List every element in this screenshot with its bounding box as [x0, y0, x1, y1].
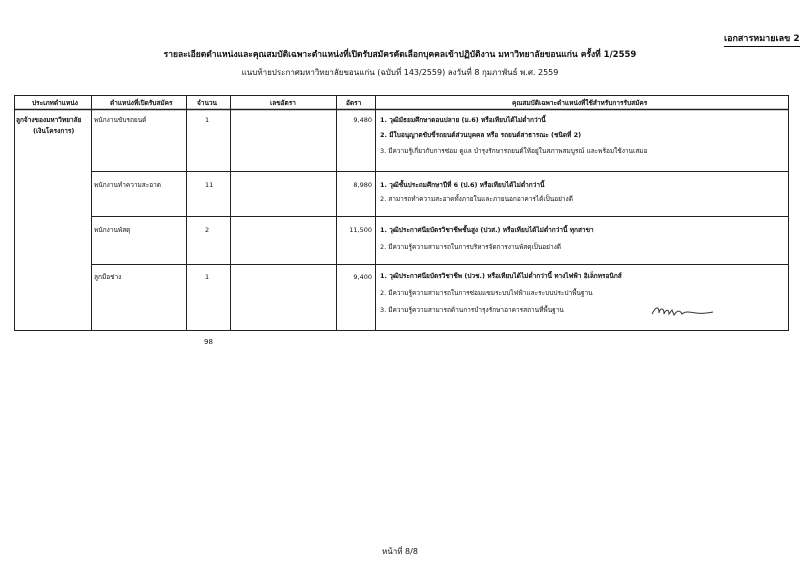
table-row-position: พนักงานพัสดุ: [94, 226, 131, 234]
qualification-item: 2. มีความรู้ความสามารถในการซ่อมแซมระบบไฟฟ้าและระบบประปาพื้นฐาน: [380, 289, 593, 297]
qualification-item: 1. วุฒิประกาศนียบัตรวิชาชีพชั้นสูง (ปวส.) หรือเทียบได้ไม่ต่ำกว่านี้ ทุกสาขา: [380, 226, 594, 234]
qualification-item: 2. สามารถทำความสะอาดทั้งภายในและภายนอกอาคารได้เป็นอย่างดี: [380, 195, 573, 203]
table-row-salary: 9,400: [353, 273, 372, 281]
qualification-item: 1. วุฒิประกาศนียบัตรวิชาชีพ (ปวช.) หรือเทียบได้ไม่ต่ำกว่านี้ ทางไฟฟ้า อิเล็กทรอนิกส์: [380, 272, 622, 280]
table-row-position: พนักงานทำความสะอาด: [94, 181, 162, 189]
header-position: ตำแหน่งที่เปิดรับสมัคร: [110, 99, 173, 107]
qualification-item: 1. วุฒิชั้นประถมศึกษาปีที่ 6 (ป.6) หรือเทียบได้ไม่ต่ำกว่านี้: [380, 181, 545, 189]
header-qualifications: คุณสมบัติเฉพาะตำแหน่งที่ใช้สำหรับการรับสมัคร: [512, 99, 648, 107]
table-row-position: ลูกมือช่าง: [94, 273, 122, 281]
table-row-count: 1: [205, 273, 210, 281]
qualification-item: 2. มีความรู้ความสามารถในการบริหารจัดการงานพัสดุเป็นอย่างดี: [380, 243, 562, 251]
table-row-position: พนักงานขับรถยนต์: [94, 116, 147, 124]
header-salary: อัตรา: [346, 99, 362, 107]
table-row-count: 1: [205, 116, 210, 124]
document-subtitle: แนบท้ายประกาศมหาวิทยาลัยขอนแก่น (ฉบับที่ 143/2559) ลงวันที่ 8 กุมภาพันธ์ พ.ศ. 2559: [241, 68, 559, 77]
header-count: จำนวน: [197, 99, 217, 107]
table-row-salary: 9,480: [353, 116, 372, 124]
table-row-count: 11: [205, 181, 214, 189]
header-rate-number: เลขอัตรา: [270, 99, 296, 107]
qualification-item: 3. มีความรู้ความสามารถด้านการบำรุงรักษาอาคารสถานที่พื้นฐาน: [380, 306, 564, 314]
header-type: ประเภทตำแหน่ง: [32, 99, 78, 107]
table-row-salary: 8,980: [353, 181, 372, 189]
qualification-item: 2. มีใบอนุญาตขับขี่รถยนต์ส่วนบุคคล หรือ รถยนต์สาธารณะ (ชนิดที่ 2): [380, 131, 582, 139]
qualification-item: 1. วุฒิมัธยมศึกษาตอนปลาย (ม.6) หรือเทียบได้ไม่ต่ำกว่านี้: [380, 116, 546, 124]
side-number: 98: [204, 338, 213, 346]
employee-type-label: ลูกจ้างของมหาวิทยาลัย: [16, 116, 82, 124]
document-title: รายละเอียดตำแหน่งและคุณสมบัติเฉพาะตำแหน่งที่เปิดรับสมัครคัดเลือกบุคคลเข้าปฏิบัติงาน มหาวิทยาลัยขอนแก่น ครั้งที่ 1/2559: [163, 50, 637, 60]
qualification-item: 3. มีความรู้เกี่ยวกับการซ่อม ดูแล บำรุงรักษารถยนต์ให้อยู่ในสภาพสมบูรณ์ และพร้อมใช้งานเสมอ: [380, 147, 648, 155]
page-number: หน้าที่ 8/8: [382, 547, 418, 556]
table-row-count: 2: [205, 226, 210, 234]
document-number: เอกสารหมายเลข 2: [724, 31, 800, 47]
employee-type-funding: (เงินโครงการ): [33, 127, 75, 135]
table-row-salary: 11,500: [349, 226, 372, 234]
signature-mark: [650, 300, 715, 320]
